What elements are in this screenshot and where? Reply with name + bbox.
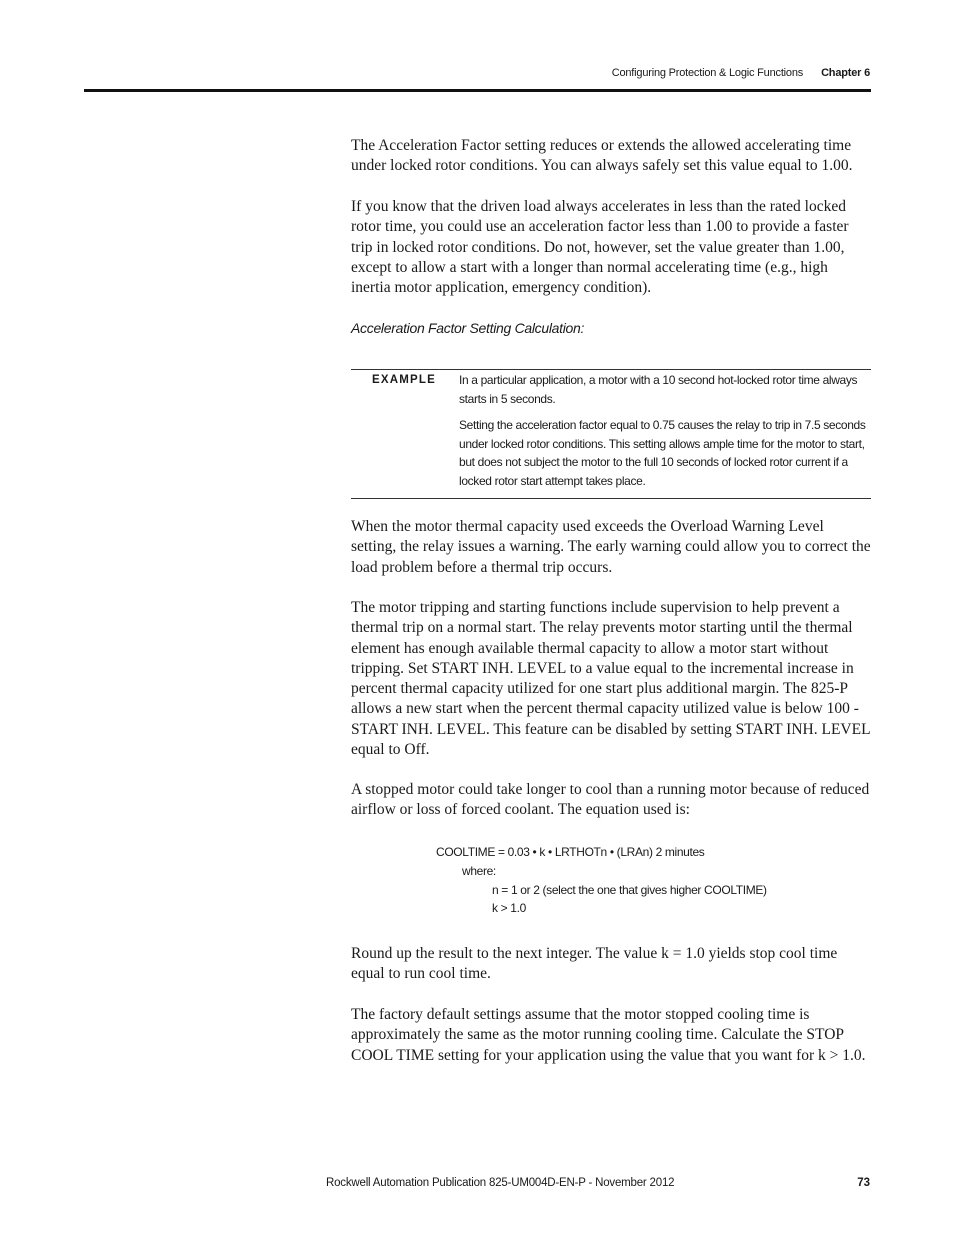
paragraph-locked-rotor: If you know that the driven load always accelerates in less than the rated locked rotor time, you could use an acceleration factor less than 1.00 to provide a faster trip in locked rotor conditions. Do not, however, set the value greater than 1.00, except to allow a start with a longer than normal accelerating time (e.g., high inertia motor application, emergency condition).: [351, 198, 849, 297]
publication-footer: Rockwell Automation Publication 825-UM004D-EN-P - November 2012: [326, 1177, 675, 1189]
equation-n-definition: n = 1 or 2 (select the one that gives higher COOLTIME): [492, 883, 767, 897]
paragraph-acceleration-factor: The Acceleration Factor setting reduces or extends the allowed accelerating time under locked rotor conditions. You can always safely set this value equal to 1.00.: [351, 137, 853, 175]
equation-where: where:: [462, 864, 496, 878]
example-rule-bottom: [351, 498, 871, 499]
equation-line: COOLTIME = 0.03 • k • LRTHOTn • (LRAn) 2 minutes: [436, 845, 705, 859]
calc-heading: Acceleration Factor Setting Calculation:: [351, 320, 585, 336]
header-rule: [84, 89, 871, 92]
example-text-2: Setting the acceleration factor equal to 0.75 causes the relay to trip in 7.5 seconds under locked rotor conditions. This setting allows ample time for the motor to start, but does not subject the motor to the full 10 seconds of locked rotor current if a locked rotor start attempt takes place.: [459, 418, 866, 488]
example-label: EXAMPLE: [372, 374, 436, 386]
paragraph-start-inhibit: The motor tripping and starting functions include supervision to help prevent a thermal trip on a normal start. The relay prevents motor starting until the thermal element has enough available thermal capacity to allow a motor start without tripping. Set START INH. LEVEL to a value equal to the incremental increase in percent thermal capacity utilized for one start plus additional margin. The 825-P allows a new start when the percent thermal capacity utilized value is below 100 - START INH. LEVEL. This feature can be disabled by setting START INH. LEVEL equal to Off.: [351, 599, 870, 759]
paragraph-overload-warning: When the motor thermal capacity used exceeds the Overload Warning Level setting, the relay issues a warning. The early warning could allow you to correct the load problem before a thermal trip occurs.: [351, 518, 871, 576]
page-number: 73: [857, 1177, 870, 1189]
section-title: Configuring Protection & Logic Functions: [611, 67, 804, 79]
example-rule-top: [351, 369, 871, 370]
equation-k-definition: k > 1.0: [492, 901, 526, 915]
paragraph-stopped-motor: A stopped motor could take longer to cool than a running motor because of reduced airflow or loss of forced coolant. The equation used is:: [351, 781, 870, 819]
example-text-1: In a particular application, a motor with a 10 second hot-locked rotor time always starts in 5 seconds.: [459, 373, 858, 406]
chapter-label: Chapter 6: [821, 67, 870, 79]
page-header: [612, 67, 870, 79]
paragraph-factory-default: The factory default settings assume that the motor stopped cooling time is approximately the same as the motor running cooling time. Calculate the STOP COOL TIME setting for your application using the value that you want for k > 1.0.: [351, 1006, 866, 1064]
paragraph-round-up: Round up the result to the next integer. The value k = 1.0 yields stop cool time equal to run cool time.: [351, 945, 838, 983]
